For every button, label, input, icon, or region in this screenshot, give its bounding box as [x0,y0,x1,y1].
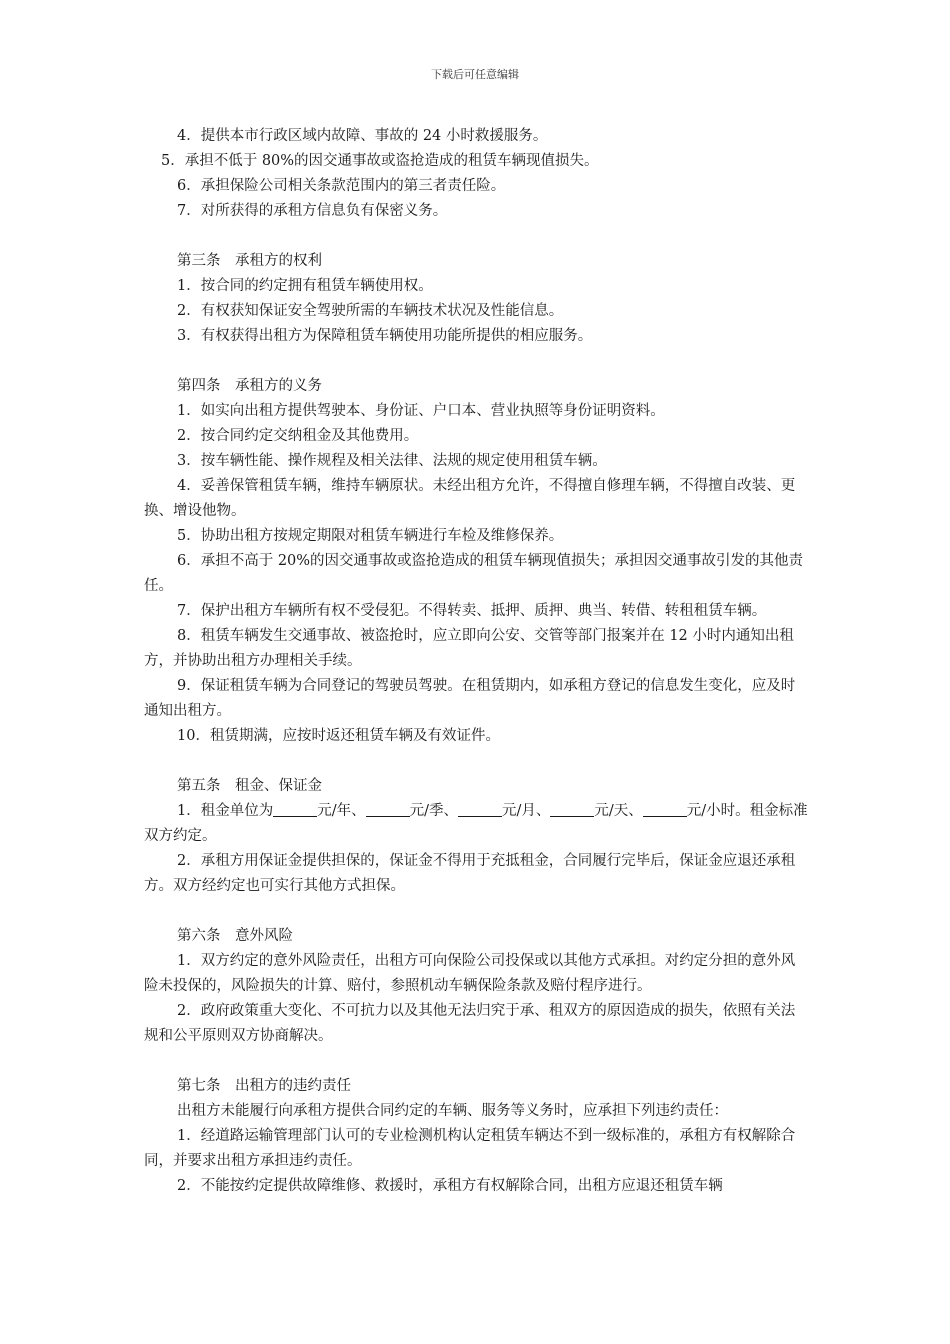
lessee-duty-8: 8．租赁车辆发生交通事故、被盗抢时，应立即向公安、交管等部门报案并在 12 小时内通知出租方，并协助出租方办理相关手续。 [144,628,794,669]
rent-clause-2: 2．承租方用保证金提供担保的，保证金不得用于充抵租金，合同履行完毕后，保证金应退还承租方。双方经约定也可实行其他方式担保。 [144,853,796,894]
lessee-right-3: 3．有权获得出租方为保障租赁车辆使用功能所提供的相应服务。 [177,328,593,344]
article-4-title: 第四条 承租方的义务 [177,378,322,394]
risk-clause-1: 1．双方约定的意外风险责任，出租方可向保险公司投保或以其他方式承担。对约定分担的意外风险未投保的，风险损失的计算、赔付，参照机动车辆保险条款及赔付程序进行。 [144,953,796,994]
breach-intro: 出租方未能履行向承租方提供合同约定的车辆、服务等义务时，应承担下列违约责任： [177,1103,728,1119]
rent-text-b: 元/年、 [317,803,366,819]
breach-clause-2: 2．不能按约定提供故障维修、救援时，承租方有权解除合同，出租方应退还租赁车辆 [177,1178,723,1194]
rent-text-a: 1．租金单位为 [177,803,274,819]
rent-blank-day[interactable] [550,802,594,817]
article-6-title: 第六条 意外风险 [177,928,293,944]
rent-blank-month[interactable] [458,802,502,817]
lessee-duty-9: 9．保证租赁车辆为合同登记的驾驶员驾驶。在租赁期内，如承租方登记的信息发生变化，应及时通知出租方。 [144,678,796,719]
rent-blank-year[interactable] [273,802,317,817]
rent-text-c: 元/季、 [409,803,459,819]
lessee-right-2: 2．有权获知保证安全驾驶所需的车辆技术状况及性能信息。 [177,303,564,319]
rent-text-e: 元/天、 [594,803,643,819]
lessee-duty-1: 1．如实向出租方提供驾驶本、身份证、户口本、营业执照等身份证明资料。 [177,403,665,419]
lessee-duty-6: 6．承担不高于 20%的因交通事故或盗抢造成的租赁车辆现值损失；承担因交通事故引发的其他责任。 [144,553,804,594]
lessor-duty-6: 6．承担保险公司相关条款范围内的第三者责任险。 [177,178,506,194]
lessee-duty-4: 4．妥善保管租赁车辆，维持车辆原状。未经出租方允许，不得擅自修理车辆，不得擅自改装、更换、增设他物。 [144,478,796,519]
lessor-duty-5: 5．承担不低于 80%的因交通事故或盗抢造成的租赁车辆现值损失。 [161,153,599,169]
lessor-duty-7: 7．对所获得的承租方信息负有保密义务。 [177,203,448,219]
lessee-duty-10: 10．租赁期满，应按时返还租赁车辆及有效证件。 [177,728,500,744]
article-5-title: 第五条 租金、保证金 [177,778,322,794]
rent-clause-1 [144,799,808,849]
breach-clause-1: 1．经道路运输管理部门认可的专业检测机构认定租赁车辆达不到一级标准的，承租方有权解除合同，并要求出租方承担违约责任。 [144,1128,796,1169]
risk-clause-2: 2．政府政策重大变化、不可抗力以及其他无法归究于承、租双方的原因造成的损失，依照有关法规和公平原则双方协商解决。 [144,1003,796,1044]
article-7-title: 第七条 出租方的违约责任 [177,1078,351,1094]
rent-text-f: 元/小时。租金标准双方约定。 [144,803,808,844]
lessee-right-1: 1．按合同的约定拥有租赁车辆使用权。 [177,278,433,294]
lessee-duty-3: 3．按车辆性能、操作规程及相关法律、法规的规定使用租赁车辆。 [177,453,607,469]
page-header: 下载后可任意编辑 [431,68,519,81]
lessee-duty-5: 5．协助出租方按规定期限对租赁车辆进行车检及维修保养。 [177,528,564,544]
rent-blank-quarter[interactable] [366,802,410,817]
document-body [144,124,808,1199]
rent-blank-hour[interactable] [643,802,687,817]
lessee-duty-2: 2．按合同约定交纳租金及其他费用。 [177,428,419,444]
lessor-duty-4: 4．提供本市行政区域内故障、事故的 24 小时救援服务。 [177,128,548,144]
article-3-title: 第三条 承租方的权利 [177,253,322,269]
lessee-duty-7: 7．保护出租方车辆所有权不受侵犯。不得转卖、抵押、质押、典当、转借、转租租赁车辆。 [177,603,767,619]
rent-text-d: 元/月、 [502,803,551,819]
